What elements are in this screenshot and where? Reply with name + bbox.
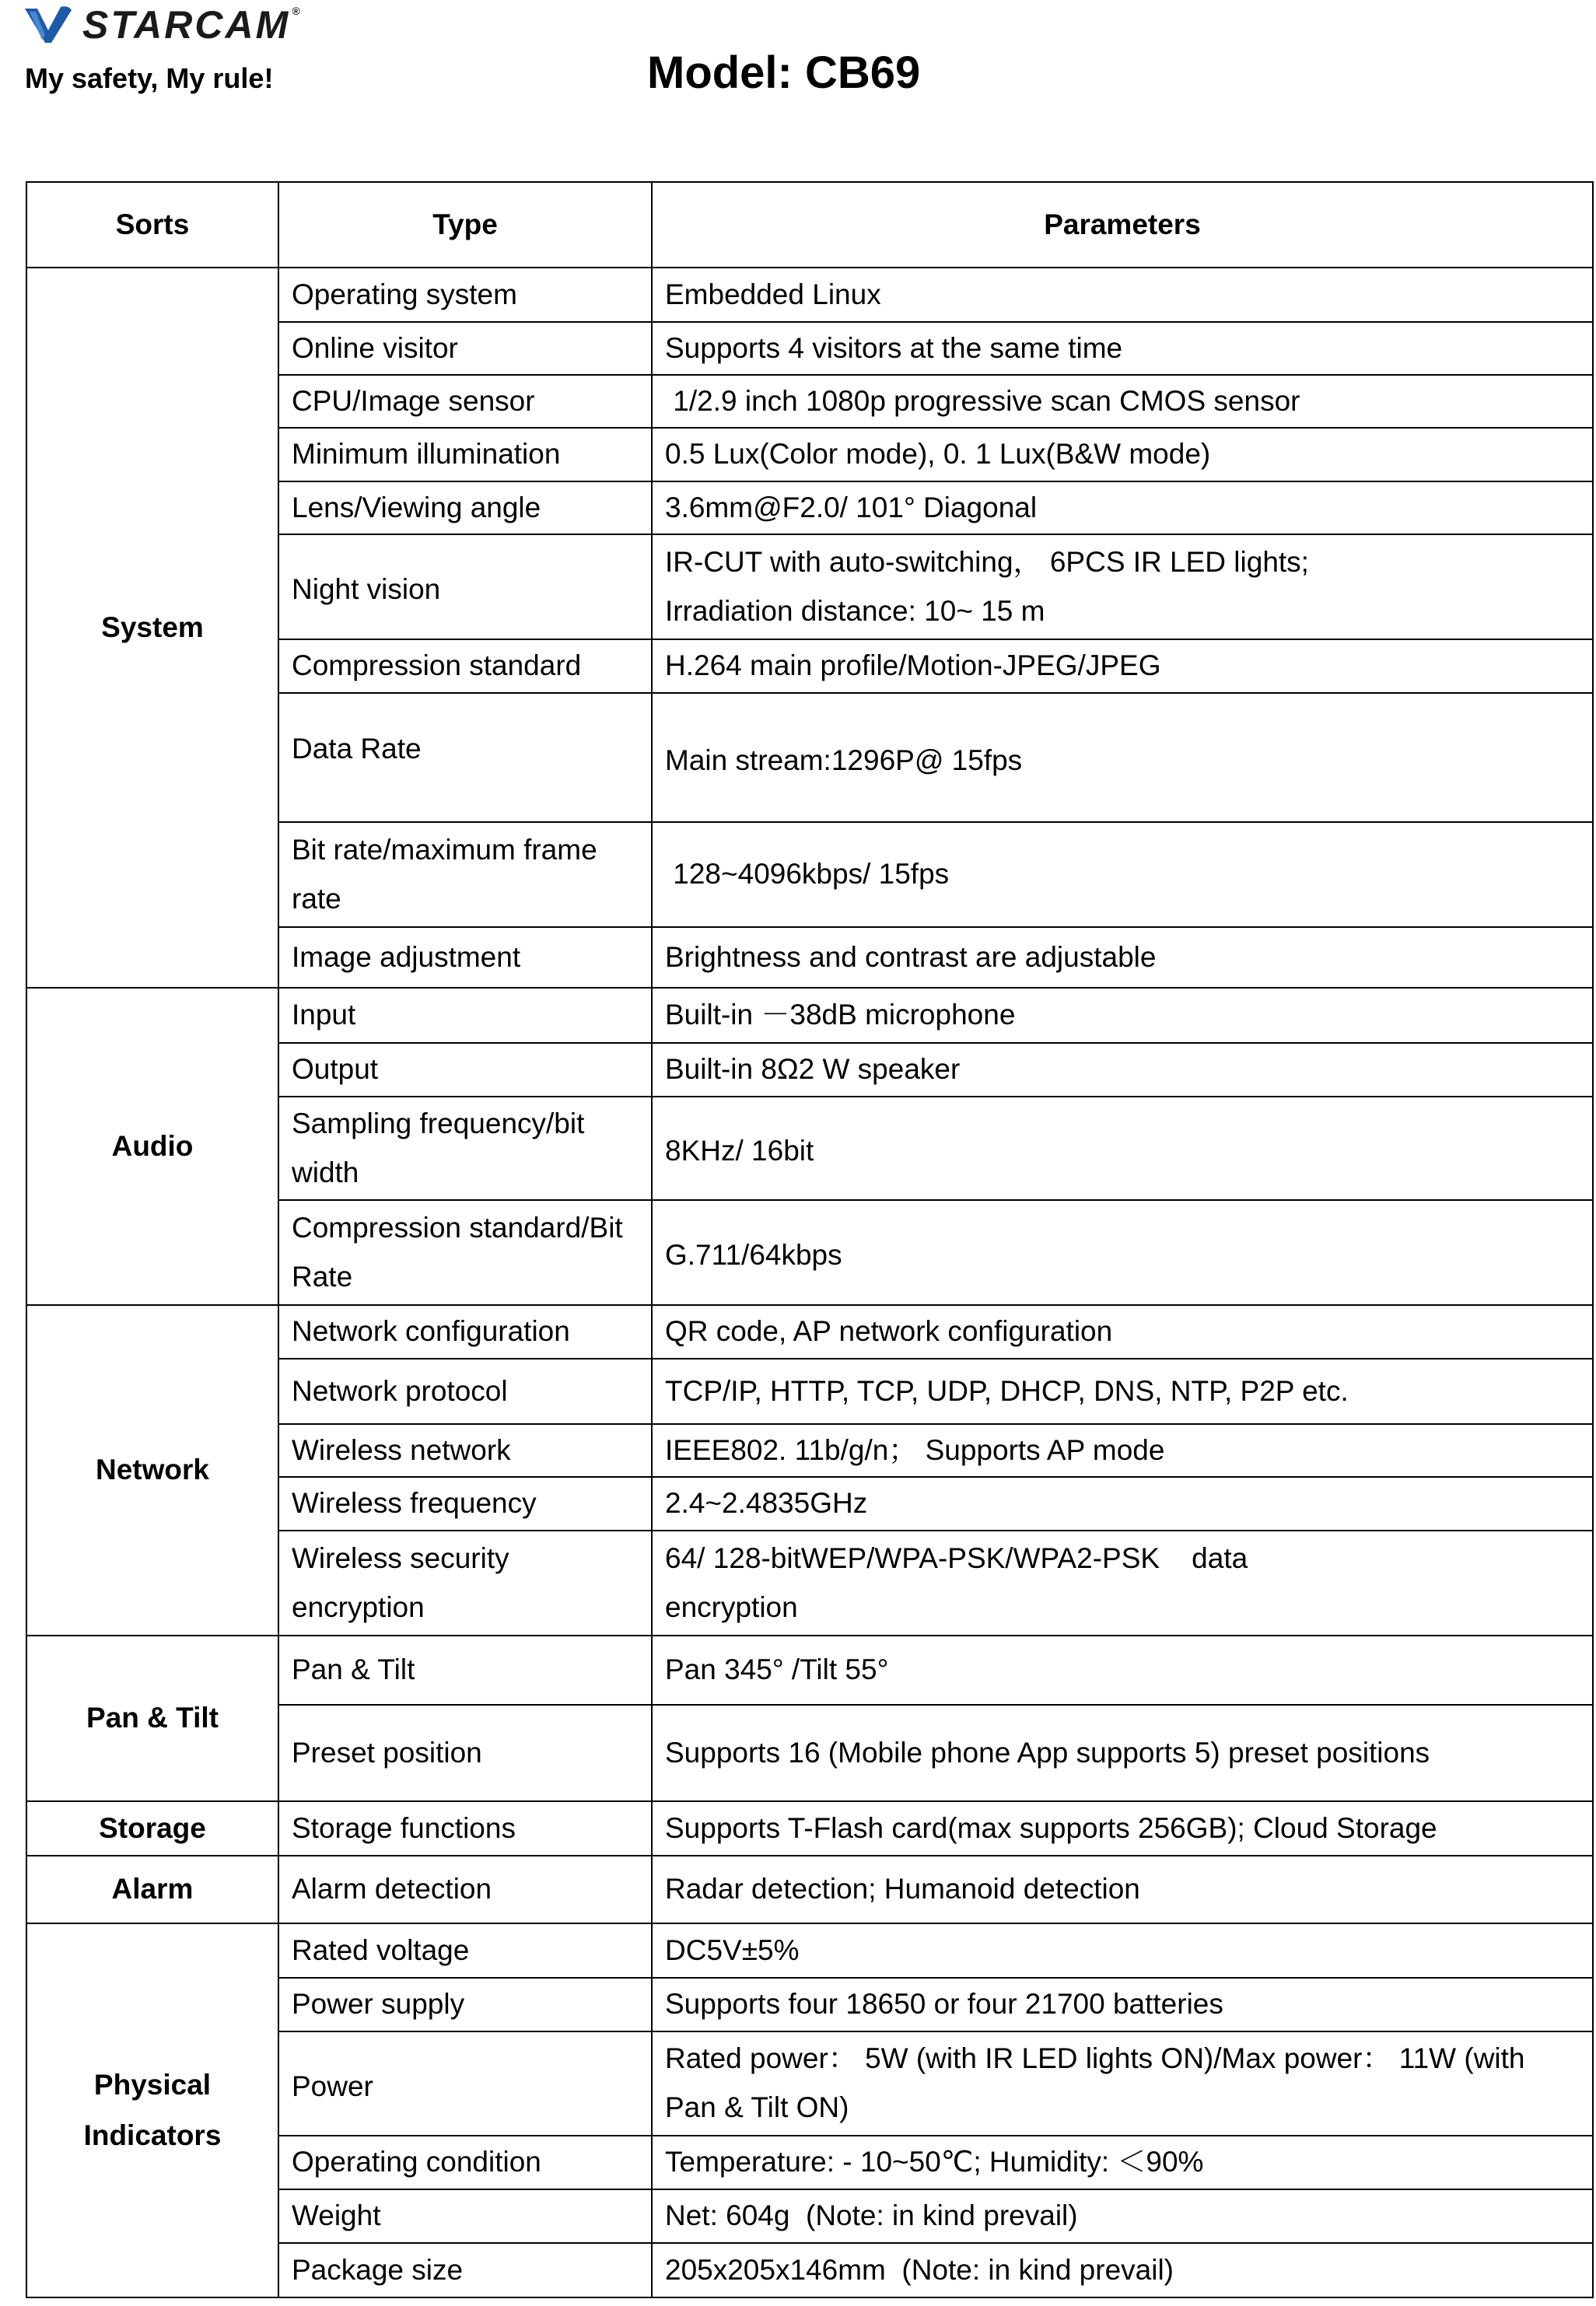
slogan: My safety, My rule! [25, 62, 274, 94]
header-type: Type [278, 182, 652, 268]
table-row [26, 268, 1593, 322]
param-cell [652, 1801, 1593, 1856]
param-line: Net: 604g (Note: in kind prevail) [665, 2199, 1078, 2232]
type-cell: Night vision [278, 534, 652, 639]
param-line: Temperature: - 10~50℃; Humidity: ＜90% [665, 2146, 1204, 2178]
type-cell: CPU/Image sensor [278, 375, 652, 428]
param-line: G.711/64kbps [665, 1239, 842, 1272]
type-cell: Rated voltage [278, 1923, 652, 1978]
param-cell [652, 322, 1593, 375]
page-header [0, 0, 1596, 156]
type-cell: Operating condition [278, 2136, 652, 2189]
param-cell [652, 1856, 1593, 1923]
type-cell: Network protocol [278, 1359, 652, 1424]
type-cell: Image adjustment [278, 927, 652, 988]
param-cell [652, 1424, 1593, 1477]
param-line: H.264 main profile/Motion-JPEG/JPEG [665, 649, 1161, 682]
model-title: Model: CB69 [647, 47, 921, 98]
header-parameters: Parameters [652, 182, 1593, 268]
type-cell: Preset position [278, 1705, 652, 1801]
type-cell: Wireless security encryption [278, 1531, 652, 1636]
param-line: encryption [665, 1590, 798, 1623]
param-line: 128~4096kbps/ 15fps [665, 858, 950, 891]
spec-table-body [26, 268, 1593, 2297]
param-line: 1/2.9 inch 1080p progressive scan CMOS sensor [665, 384, 1300, 417]
param-line: Built-in 8Ω2 W speaker [665, 1053, 961, 1086]
param-cell [652, 927, 1593, 988]
param-cell [652, 375, 1593, 428]
sort-cell: Pan & Tilt [26, 1636, 278, 1801]
param-line: Supports 4 visitors at the same time [665, 331, 1123, 364]
type-cell: Operating system [278, 268, 652, 322]
param-line: Main stream:1296P@ 15fps [665, 744, 1023, 776]
type-cell: Package size [278, 2243, 652, 2297]
param-cell [652, 1305, 1593, 1359]
type-cell: Compression standard [278, 639, 652, 693]
type-cell: Wireless frequency [278, 1477, 652, 1531]
brand-logo [23, 2, 303, 48]
param-line: Irradiation distance: 10~ 15 m [665, 594, 1045, 627]
param-line: 2.4~2.4835GHz [665, 1487, 868, 1520]
type-cell: Data Rate [278, 693, 652, 822]
param-line: Supports T-Flash card(max supports 256GB); Cloud Storage [665, 1811, 1437, 1844]
param-cell [652, 1705, 1593, 1801]
param-cell [652, 1359, 1593, 1424]
param-line: IR-CUT with auto-switching， 6PCS IR LED lights; [665, 545, 1309, 578]
param-line: Built-in －38dB microphone [665, 999, 1016, 1031]
param-cell [652, 639, 1593, 693]
param-cell [652, 1477, 1593, 1531]
param-cell [652, 534, 1593, 639]
param-line: Radar detection; Humanoid detection [665, 1873, 1140, 1905]
type-cell: Compression standard/Bit Rate [278, 1200, 652, 1305]
param-cell [652, 1978, 1593, 2031]
type-cell: Power supply [278, 1978, 652, 2031]
type-cell: Power [278, 2031, 652, 2136]
sort-cell: Audio [26, 988, 278, 1305]
type-cell: Input [278, 988, 652, 1043]
type-cell: Wireless network [278, 1424, 652, 1477]
table-row [26, 988, 1593, 1043]
brand-name: STARCAM ® [82, 3, 303, 47]
table-row [26, 1923, 1593, 1978]
param-line: 64/ 128-bitWEP/WPA-PSK/WPA2-PSK data [665, 1541, 1248, 1574]
param-cell [652, 1200, 1593, 1305]
type-cell: Network configuration [278, 1305, 652, 1359]
param-cell [652, 268, 1593, 322]
header-sorts: Sorts [26, 182, 278, 268]
param-line: QR code, AP network configuration [665, 1315, 1113, 1348]
param-line: Supports four 18650 or four 21700 batteries [665, 1988, 1223, 2021]
spec-table [26, 181, 1594, 2298]
param-line: Supports 16 (Mobile phone App supports 5) preset positions [665, 1736, 1430, 1769]
param-cell [652, 481, 1593, 534]
param-line: Rated power： 5W (with IR LED lights ON)/Max power： 11W (with [665, 2042, 1525, 2075]
spec-table-header-row [26, 182, 1593, 268]
type-cell: Output [278, 1043, 652, 1097]
type-cell: Pan & Tilt [278, 1636, 652, 1705]
type-cell: Storage functions [278, 1801, 652, 1856]
param-cell [652, 2136, 1593, 2189]
param-line: 205x205x146mm (Note: in kind prevail) [665, 2253, 1174, 2286]
param-line: IEEE802. 11b/g/n； Supports AP mode [665, 1433, 1165, 1466]
param-cell [652, 428, 1593, 481]
type-cell: Sampling frequency/bit width [278, 1097, 652, 1200]
param-line: TCP/IP, HTTP, TCP, UDP, DHCP, DNS, NTP, P2P etc. [665, 1374, 1349, 1407]
sort-cell: Network [26, 1305, 278, 1636]
type-cell: Lens/Viewing angle [278, 481, 652, 534]
sort-cell: Physical Indicators [26, 1923, 278, 2297]
param-line: 0.5 Lux(Color mode), 0. 1 Lux(B&W mode) [665, 438, 1211, 471]
param-cell [652, 822, 1593, 927]
type-cell: Online visitor [278, 322, 652, 375]
param-cell [652, 2031, 1593, 2136]
table-row [26, 1856, 1593, 1923]
param-cell [652, 1636, 1593, 1705]
param-line: Pan & Tilt ON) [665, 2091, 849, 2123]
param-line: Brightness and contrast are adjustable [665, 940, 1157, 973]
param-cell [652, 1097, 1593, 1200]
sort-cell: System [26, 268, 278, 988]
type-cell: Weight [278, 2189, 652, 2243]
table-row [26, 1305, 1593, 1359]
param-cell [652, 1043, 1593, 1097]
starcam-logo-mark-icon [23, 4, 73, 46]
table-row [26, 1801, 1593, 1856]
type-cell: Alarm detection [278, 1856, 652, 1923]
param-line: Embedded Linux [665, 278, 881, 310]
param-line: DC5V±5% [665, 1933, 800, 1966]
param-cell [652, 1531, 1593, 1636]
param-line: 3.6mm@F2.0/ 101° Diagonal [665, 491, 1038, 523]
param-cell [652, 2189, 1593, 2243]
param-line: 8KHz/ 16bit [665, 1135, 814, 1167]
table-row [26, 1636, 1593, 1705]
param-cell [652, 988, 1593, 1043]
param-cell [652, 693, 1593, 822]
param-line: Pan 345° /Tilt 55° [665, 1653, 889, 1686]
sort-cell: Storage [26, 1801, 278, 1856]
param-cell [652, 1923, 1593, 1978]
type-cell: Minimum illumination [278, 428, 652, 481]
param-cell [652, 2243, 1593, 2297]
type-cell: Bit rate/maximum frame rate [278, 822, 652, 927]
sort-cell: Alarm [26, 1856, 278, 1923]
